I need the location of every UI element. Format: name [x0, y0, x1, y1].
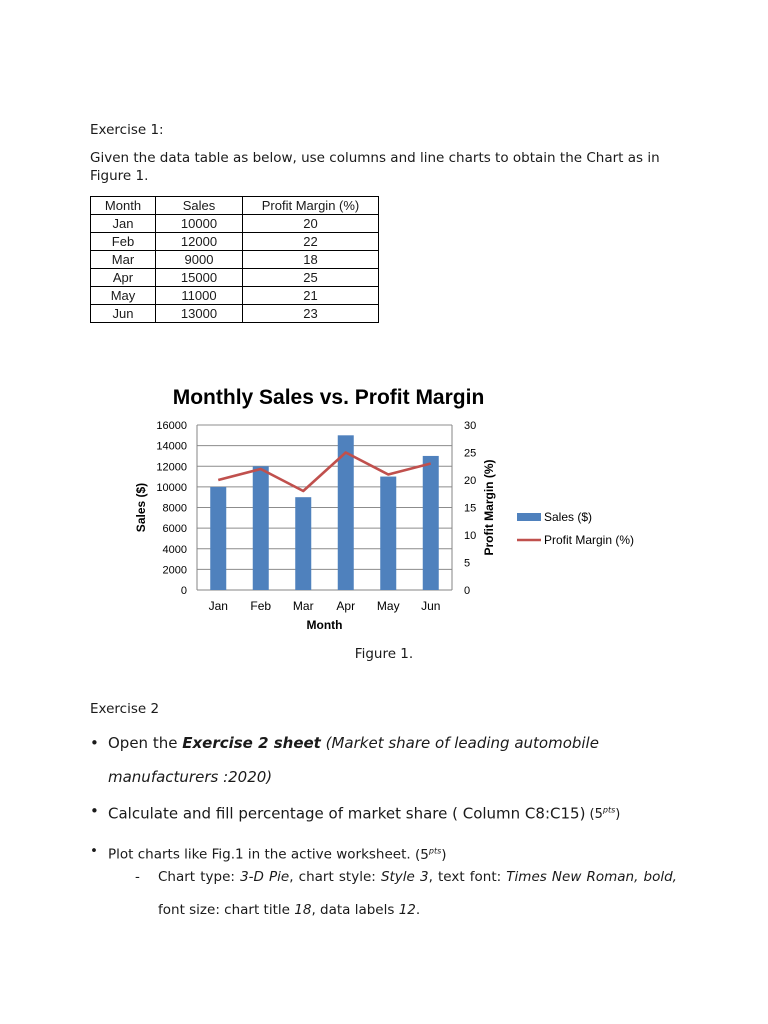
y2-tick-label: 5: [464, 557, 471, 570]
chart-style-value: Style 3: [380, 869, 429, 885]
y2-axis-title: Profit Margin (%): [482, 459, 496, 556]
y-axis-title: Sales ($): [134, 482, 148, 533]
cell-sales: 13000: [156, 305, 243, 323]
y-tick-label: 14000: [156, 440, 187, 453]
line-profit-margin: [218, 453, 431, 492]
cell-profit-margin: 21: [243, 287, 379, 305]
y2-tick-label: 20: [464, 475, 477, 487]
cell-sales: 9000: [156, 251, 243, 269]
task1-sheet-name: Exercise 2 sheet: [182, 734, 321, 752]
sub-list-item: [135, 861, 677, 927]
y-tick-label: 0: [180, 585, 187, 597]
y2-tick-label: 25: [464, 447, 477, 460]
data-table: [90, 196, 379, 323]
title-size-value: 18: [294, 902, 312, 918]
cell-sales: 10000: [156, 215, 243, 233]
cell-month: May: [91, 287, 156, 305]
legend-label-profit-margin: Profit Margin (%): [544, 533, 635, 547]
y2-tick-label: 15: [464, 502, 477, 515]
task1-description: (Market share of leading automobile manufacturers :2020): [108, 734, 599, 786]
y-tick-label: 6000: [162, 523, 187, 536]
bullet-icon: •: [90, 802, 99, 820]
combo-chart-svg: [120, 372, 660, 642]
y-tick-label: 12000: [156, 461, 187, 474]
cell-sales: 11000: [156, 287, 243, 305]
label-size-value: 12: [398, 902, 416, 918]
x-tick-label: Jan: [208, 599, 228, 613]
chart-type-value: 3-D Pie: [240, 869, 290, 885]
bar-sales-jun: [423, 456, 439, 590]
table-row: [91, 305, 379, 323]
x-axis-title: Month: [306, 618, 343, 632]
cell-sales: 15000: [156, 269, 243, 287]
bullet-icon: •: [90, 734, 99, 752]
task1-text: Open the: [108, 734, 183, 752]
chart-spec-text: Chart type: 3-D Pie, chart style: Style 3, text font: Times New Roman, bold, font size: chart title 18, data labels 12.: [158, 869, 677, 918]
bar-sales-mar: [295, 497, 311, 590]
cell-month: Jan: [91, 215, 156, 233]
column-header-sales: Sales: [156, 197, 243, 215]
table-row: [91, 287, 379, 305]
figure1-chart: [120, 372, 660, 642]
x-tick-label: Apr: [336, 599, 356, 613]
legend-label-sales: Sales ($): [544, 510, 593, 524]
list-item: [90, 726, 690, 794]
x-tick-label: Mar: [292, 599, 314, 613]
legend-swatch-sales: [517, 513, 541, 521]
y-tick-label: 16000: [156, 420, 187, 432]
exercise1-instructions: Given the data table as below, use columns and line charts to obtain the Chart as in Figure 1.: [90, 150, 660, 184]
chart-title: Monthly Sales vs. Profit Margin: [172, 386, 485, 409]
column-header-month: Month: [91, 197, 156, 215]
table-row: [91, 269, 379, 287]
text-font-value: Times New Roman, bold,: [506, 869, 677, 885]
bar-sales-jan: [210, 487, 226, 590]
column-header-profit-margin: Profit Margin (%): [243, 197, 379, 215]
exercise1-heading: Exercise 1:: [90, 122, 164, 138]
x-tick-label: May: [376, 599, 400, 613]
exercise2-heading: Exercise 2: [90, 701, 160, 717]
table-row: [91, 215, 379, 233]
cell-profit-margin: 23: [243, 305, 379, 323]
y2-tick-label: 0: [464, 585, 471, 597]
cell-month: Apr: [91, 269, 156, 287]
cell-profit-margin: 18: [243, 251, 379, 269]
y2-tick-label: 10: [464, 530, 477, 542]
cell-sales: 12000: [156, 233, 243, 251]
table-row: [91, 233, 379, 251]
cell-profit-margin: 20: [243, 215, 379, 233]
y2-tick-label: 30: [464, 420, 477, 432]
y-tick-label: 4000: [162, 543, 187, 556]
bar-sales-may: [380, 477, 396, 590]
table-row: [91, 251, 379, 269]
dash-marker: -: [135, 869, 140, 885]
y-tick-label: 8000: [162, 502, 187, 515]
cell-month: Jun: [91, 305, 156, 323]
cell-month: Feb: [91, 233, 156, 251]
task3-text: Plot charts like Fig.1 in the active worksheet.: [108, 846, 411, 863]
cell-month: Mar: [91, 251, 156, 269]
exercise2-task-list: [90, 726, 690, 872]
y-tick-label: 10000: [156, 481, 187, 494]
task2-text: Calculate and fill percentage of market share ( Column C8:C15): [108, 804, 586, 823]
task3-points: $(5^{pts})$: [410, 846, 447, 863]
x-tick-label: Feb: [250, 599, 272, 613]
table-header-row: [91, 197, 379, 215]
bullet-icon: •: [90, 843, 98, 860]
cell-profit-margin: 25: [243, 269, 379, 287]
task2-points: $(5^{pts})$: [585, 806, 621, 823]
figure-caption: Figure 1.: [354, 646, 414, 662]
cell-profit-margin: 22: [243, 233, 379, 251]
x-tick-label: Jun: [421, 599, 441, 613]
list-item: [90, 794, 690, 832]
y-tick-label: 2000: [162, 564, 187, 577]
bar-sales-feb: [253, 466, 269, 590]
